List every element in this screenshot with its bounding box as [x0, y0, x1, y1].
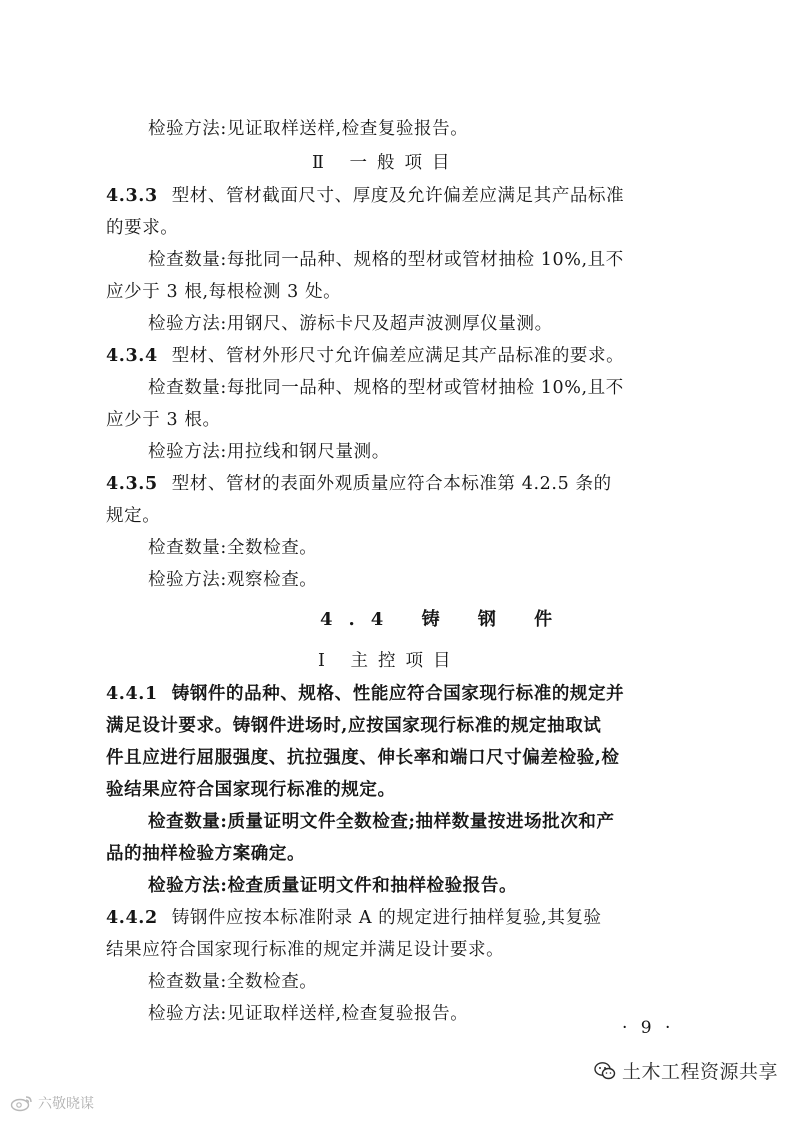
text-line: 规定。 — [106, 506, 161, 526]
clause-number: 4.4.1 — [106, 684, 158, 704]
text-line: 检验方法:用拉线和钢尺量测。 — [148, 442, 390, 462]
weibo-watermark — [10, 1093, 94, 1113]
text-line: 检验方法:检查质量证明文件和抽样检验报告。 — [148, 876, 518, 896]
clause-number: 4.3.5 — [106, 474, 158, 494]
section-subheading: Ⅱ 一般项目 — [312, 153, 460, 173]
clause-4-3-3 — [106, 183, 624, 209]
text-line: 应少于 3 根。 — [106, 410, 221, 430]
text-line: 检验方法:用钢尺、游标卡尺及超声波测厚仪量测。 — [148, 314, 553, 334]
text-line: 件且应进行屈服强度、抗拉强度、伸长率和端口尺寸偏差检验,检 — [106, 748, 620, 768]
clause-text: 铸钢件应按本标准附录 A 的规定进行抽样复验,其复验 — [171, 908, 602, 928]
clause-text: 型材、管材的表面外观质量应符合本标准第 4.2.5 条的 — [171, 474, 612, 494]
text-line: 的要求。 — [106, 218, 179, 238]
text-line: 检查数量:质量证明文件全数检查;抽样数量按进场批次和产 — [148, 812, 615, 832]
clause-text: 铸钢件的品种、规格、性能应符合国家现行标准的规定并 — [171, 684, 625, 704]
text-line: 检查数量:每批同一品种、规格的型材或管材抽检 10%,且不 — [148, 250, 624, 270]
clause-text: 型材、管材外形尺寸允许偏差应满足其产品标准的要求。 — [171, 346, 625, 366]
text-line: 满足设计要求。铸钢件进场时,应按国家现行标准的规定抽取试 — [106, 716, 602, 736]
section-subheading: Ⅰ 主控项目 — [318, 651, 461, 671]
clause-number: 4.3.3 — [106, 186, 158, 206]
clause-text: 型材、管材截面尺寸、厚度及允许偏差应满足其产品标准 — [171, 186, 625, 206]
watermark-account-name: 土木工程资源共享 — [622, 1061, 779, 1083]
text-line: 检查数量:全数检查。 — [148, 972, 318, 992]
text-line: 检验方法:见证取样送样,检查复验报告。 — [148, 119, 469, 139]
clause-4-4-1 — [106, 681, 624, 707]
clause-4-3-5 — [106, 471, 612, 497]
text-line: 应少于 3 根,每根检测 3 处。 — [106, 282, 342, 302]
weibo-icon — [10, 1094, 34, 1112]
watermark-left-text: 六敬晓谋 — [38, 1096, 94, 1112]
clause-4-4-2 — [106, 905, 602, 931]
text-line: 检查数量:全数检查。 — [148, 538, 318, 558]
clause-4-3-4 — [106, 343, 624, 369]
clause-number: 4.4.2 — [106, 908, 158, 928]
text-line: 检验方法:观察检查。 — [148, 570, 318, 590]
text-line: 品的抽样检验方案确定。 — [106, 844, 306, 864]
page-number: · 9 · — [622, 1018, 675, 1038]
clause-number: 4.3.4 — [106, 346, 158, 366]
text-line: 检验方法:见证取样送样,检查复验报告。 — [148, 1004, 469, 1024]
text-line: 检查数量:每批同一品种、规格的型材或管材抽检 10%,且不 — [148, 378, 624, 398]
wechat-watermark — [594, 1057, 778, 1084]
text-line: 验结果应符合国家现行标准的规定。 — [106, 780, 396, 800]
text-line: 结果应符合国家现行标准的规定并满足设计要求。 — [106, 940, 505, 960]
wechat-icon — [594, 1061, 616, 1081]
section-heading: 4.4 铸 钢 件 — [320, 609, 569, 630]
